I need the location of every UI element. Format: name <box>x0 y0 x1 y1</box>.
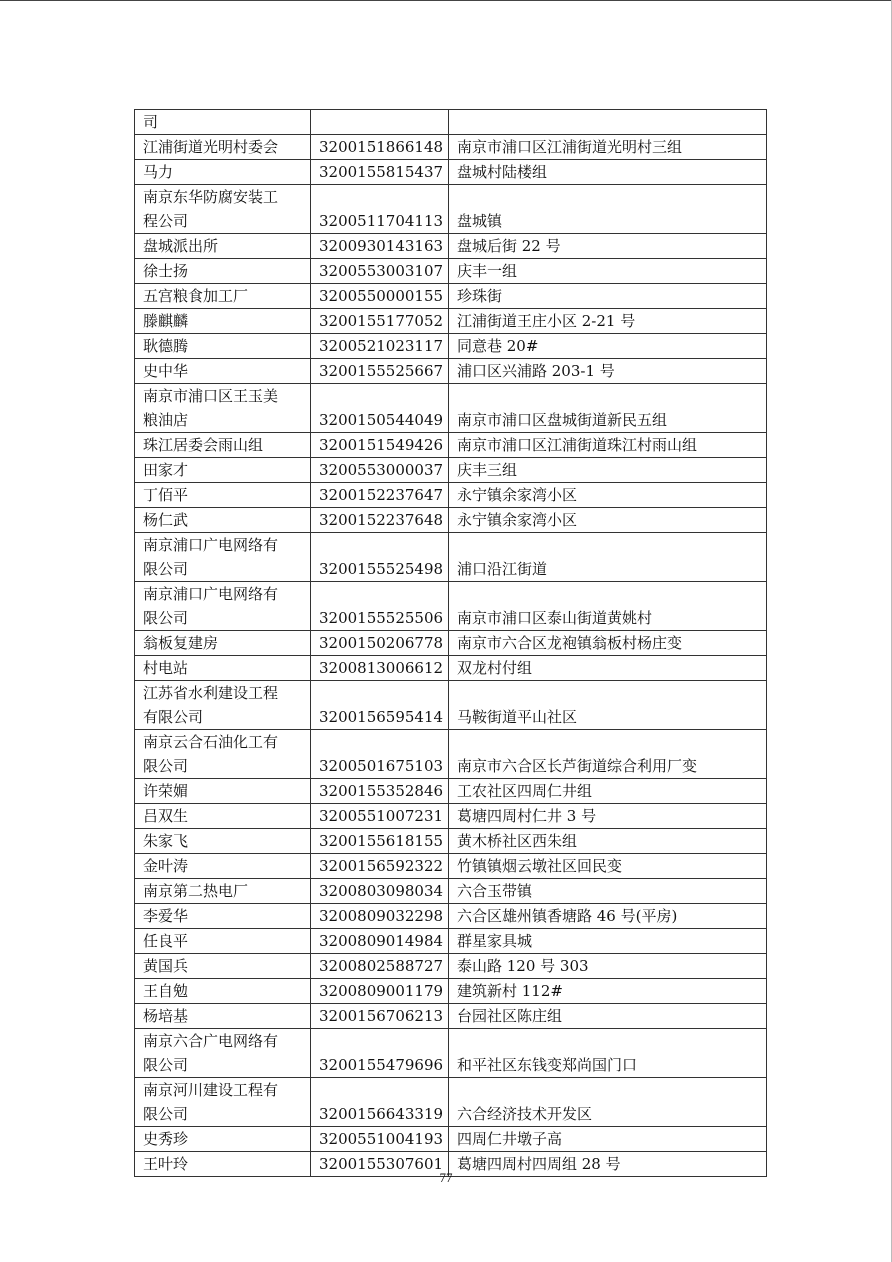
account-number-cell: 3200553003107 <box>311 259 449 284</box>
account-number-cell: 3200803098034 <box>311 879 449 904</box>
entity-name-cell: 任良平 <box>135 929 311 954</box>
account-number-cell: 3200155618155 <box>311 829 449 854</box>
entity-name-cell: 滕麒麟 <box>135 309 311 334</box>
entity-name-cell: 史秀珍 <box>135 1127 311 1152</box>
address-cell: 南京市浦口区江浦街道光明村三组 <box>449 135 767 160</box>
account-number-cell: 3200553000037 <box>311 458 449 483</box>
account-number-cell: 3200156595414 <box>311 681 449 730</box>
entity-name-cell: 南京浦口广电网络有 限公司 <box>135 533 311 582</box>
address-cell: 葛塘四周村四周组 28 号 <box>449 1152 767 1177</box>
address-cell: 和平社区东钱变郑尚国门口 <box>449 1029 767 1078</box>
account-number-cell: 3200802588727 <box>311 954 449 979</box>
table-row <box>135 804 767 829</box>
entity-name-cell: 许荣媚 <box>135 779 311 804</box>
account-number-cell: 3200501675103 <box>311 730 449 779</box>
address-cell: 南京市浦口区泰山街道黄姚村 <box>449 582 767 631</box>
entity-name-cell: 耿德腾 <box>135 334 311 359</box>
address-cell: 台园社区陈庄组 <box>449 1004 767 1029</box>
account-number-cell: 3200521023117 <box>311 334 449 359</box>
address-cell: 江浦街道王庄小区 2-21 号 <box>449 309 767 334</box>
entity-name-cell: 丁佰平 <box>135 483 311 508</box>
address-cell: 泰山路 120 号 303 <box>449 954 767 979</box>
entity-name-cell: 村电站 <box>135 656 311 681</box>
entity-name-cell: 徐士扬 <box>135 259 311 284</box>
table-row <box>135 185 767 234</box>
entity-name-cell: 南京六合广电网络有 限公司 <box>135 1029 311 1078</box>
table-row <box>135 284 767 309</box>
page-top-border <box>0 0 892 1</box>
entity-name-cell: 金叶涛 <box>135 854 311 879</box>
address-cell: 六合玉带镇 <box>449 879 767 904</box>
entity-name-cell: 田家才 <box>135 458 311 483</box>
address-cell: 建筑新村 112# <box>449 979 767 1004</box>
address-cell: 四周仁井墩子高 <box>449 1127 767 1152</box>
account-number-cell: 3200813006612 <box>311 656 449 681</box>
entity-name-cell: 南京云合石油化工有 限公司 <box>135 730 311 779</box>
records-table <box>134 109 767 1177</box>
entity-name-cell: 司 <box>135 110 311 135</box>
account-number-cell: 3200155525667 <box>311 359 449 384</box>
account-number-cell: 3200155815437 <box>311 160 449 185</box>
table-row <box>135 433 767 458</box>
entity-name-cell: 王叶玲 <box>135 1152 311 1177</box>
entity-name-cell: 李爱华 <box>135 904 311 929</box>
table-row <box>135 384 767 433</box>
address-cell: 葛塘四周村仁井 3 号 <box>449 804 767 829</box>
entity-name-cell: 南京市浦口区王玉美 粮油店 <box>135 384 311 433</box>
address-cell: 盘城后街 22 号 <box>449 234 767 259</box>
entity-name-cell: 翁板复建房 <box>135 631 311 656</box>
address-cell: 盘城镇 <box>449 185 767 234</box>
table-row <box>135 904 767 929</box>
account-number-cell: 3200155307601 <box>311 1152 449 1177</box>
account-number-cell: 3200551004193 <box>311 1127 449 1152</box>
entity-name-cell: 黄国兵 <box>135 954 311 979</box>
table-row <box>135 681 767 730</box>
account-number-cell: 3200150544049 <box>311 384 449 433</box>
entity-name-cell: 南京东华防腐安装工 程公司 <box>135 185 311 234</box>
account-number-cell: 3200151549426 <box>311 433 449 458</box>
records-table-body <box>135 110 767 1177</box>
table-row <box>135 359 767 384</box>
account-number-cell: 3200152237648 <box>311 508 449 533</box>
entity-name-cell: 江苏省水利建设工程 有限公司 <box>135 681 311 730</box>
account-number-cell: 3200809014984 <box>311 929 449 954</box>
table-row <box>135 309 767 334</box>
account-number-cell <box>311 110 449 135</box>
account-number-cell: 3200930143163 <box>311 234 449 259</box>
address-cell: 庆丰一组 <box>449 259 767 284</box>
entity-name-cell: 马力 <box>135 160 311 185</box>
table-row <box>135 779 767 804</box>
entity-name-cell: 南京浦口广电网络有 限公司 <box>135 582 311 631</box>
address-cell: 珍珠街 <box>449 284 767 309</box>
table-row <box>135 483 767 508</box>
account-number-cell: 3200156592322 <box>311 854 449 879</box>
account-number-cell: 3200155352846 <box>311 779 449 804</box>
address-cell <box>449 110 767 135</box>
table-row <box>135 1127 767 1152</box>
account-number-cell: 3200155525506 <box>311 582 449 631</box>
table-row <box>135 829 767 854</box>
entity-name-cell: 盘城派出所 <box>135 234 311 259</box>
table-row <box>135 1029 767 1078</box>
table-row <box>135 879 767 904</box>
address-cell: 马鞍街道平山社区 <box>449 681 767 730</box>
account-number-cell: 3200551007231 <box>311 804 449 829</box>
table-row <box>135 135 767 160</box>
entity-name-cell: 杨培基 <box>135 1004 311 1029</box>
address-cell: 南京市六合区龙袍镇翁板村杨庄变 <box>449 631 767 656</box>
address-cell: 竹镇镇烟云墩社区回民变 <box>449 854 767 879</box>
entity-name-cell: 江浦街道光明村委会 <box>135 135 311 160</box>
table-row <box>135 656 767 681</box>
address-cell: 永宁镇余家湾小区 <box>449 483 767 508</box>
table-row <box>135 160 767 185</box>
table-row <box>135 1078 767 1127</box>
address-cell: 南京市浦口区江浦街道珠江村雨山组 <box>449 433 767 458</box>
address-cell: 南京市浦口区盘城街道新民五组 <box>449 384 767 433</box>
entity-name-cell: 史中华 <box>135 359 311 384</box>
address-cell: 群星家具城 <box>449 929 767 954</box>
account-number-cell: 3200156706213 <box>311 1004 449 1029</box>
table-row <box>135 458 767 483</box>
address-cell: 黄木桥社区西朱组 <box>449 829 767 854</box>
entity-name-cell: 王自勉 <box>135 979 311 1004</box>
address-cell: 六合经济技术开发区 <box>449 1078 767 1127</box>
table-row <box>135 954 767 979</box>
account-number-cell: 3200809032298 <box>311 904 449 929</box>
account-number-cell: 3200150206778 <box>311 631 449 656</box>
entity-name-cell: 五宫粮食加工厂 <box>135 284 311 309</box>
account-number-cell: 3200809001179 <box>311 979 449 1004</box>
address-cell: 永宁镇余家湾小区 <box>449 508 767 533</box>
address-cell: 盘城村陆楼组 <box>449 160 767 185</box>
address-cell: 双龙村付组 <box>449 656 767 681</box>
address-cell: 同意巷 20# <box>449 334 767 359</box>
account-number-cell: 3200511704113 <box>311 185 449 234</box>
table-row <box>135 259 767 284</box>
entity-name-cell: 南京第二热电厂 <box>135 879 311 904</box>
address-cell: 庆丰三组 <box>449 458 767 483</box>
address-cell: 浦口沿江街道 <box>449 533 767 582</box>
account-number-cell: 3200155525498 <box>311 533 449 582</box>
entity-name-cell: 珠江居委会雨山组 <box>135 433 311 458</box>
account-number-cell: 3200155479696 <box>311 1029 449 1078</box>
address-cell: 浦口区兴浦路 203-1 号 <box>449 359 767 384</box>
address-cell: 工农社区四周仁井组 <box>449 779 767 804</box>
table-row <box>135 631 767 656</box>
table-row <box>135 929 767 954</box>
address-cell: 南京市六合区长芦街道综合利用厂变 <box>449 730 767 779</box>
table-row <box>135 854 767 879</box>
table-row <box>135 582 767 631</box>
account-number-cell: 3200152237647 <box>311 483 449 508</box>
table-row <box>135 1004 767 1029</box>
table-row <box>135 508 767 533</box>
account-number-cell: 3200156643319 <box>311 1078 449 1127</box>
entity-name-cell: 吕双生 <box>135 804 311 829</box>
account-number-cell: 3200550000155 <box>311 284 449 309</box>
table-row <box>135 730 767 779</box>
table-row <box>135 979 767 1004</box>
table-row <box>135 334 767 359</box>
page-number: 77 <box>439 1170 453 1185</box>
table-row <box>135 234 767 259</box>
entity-name-cell: 杨仁武 <box>135 508 311 533</box>
entity-name-cell: 南京河川建设工程有 限公司 <box>135 1078 311 1127</box>
entity-name-cell: 朱家飞 <box>135 829 311 854</box>
table-row <box>135 110 767 135</box>
account-number-cell: 3200151866148 <box>311 135 449 160</box>
table-row <box>135 533 767 582</box>
account-number-cell: 3200155177052 <box>311 309 449 334</box>
address-cell: 六合区雄州镇香塘路 46 号(平房) <box>449 904 767 929</box>
